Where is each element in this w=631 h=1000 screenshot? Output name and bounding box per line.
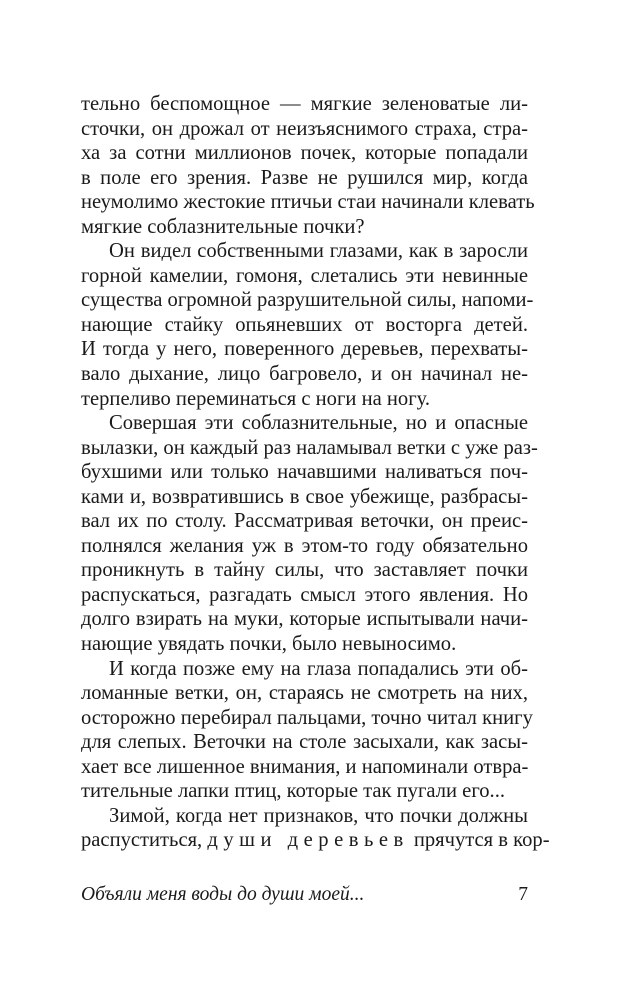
text-line: бухшими или только начавшими наливаться поч- [81,461,528,484]
text-line: терпеливо переминаться с ноги на ногу. [81,387,431,410]
text-line: в поле его зрения. Разве не рушился мир, когда [81,166,528,189]
text-line: полнялся желания уж в этом-то году обязательно [81,534,528,557]
text-line: вылазки, он каждый раз наламывал ветки с уже раз- [81,436,538,459]
text-line: тительные лапки птиц, которые так пугали его... [81,780,506,803]
text-segment: распуститься, [81,829,208,852]
text-line: горной камелии, гомоня, слетались эти невинные [81,264,528,287]
text-line: вал их по столу. Рассматривая веточки, он преис- [81,510,528,533]
paragraph [81,411,538,656]
paragraph [81,92,535,239]
text-line: нающие увядать почки, было невыносимо. [81,633,457,656]
page-number: 7 [518,884,528,905]
paragraph [81,239,534,411]
text-line: ками и, возвратившись в свое убежище, разбрасы- [81,485,528,508]
text-line: тельно беспомощное — мягкие зеленоватые ли- [81,93,528,115]
text-line: Зимой, когда нет признаков, что почки должны [109,804,528,827]
text-line: проникнуть в тайну силы, что заставляет почки [81,559,528,582]
text-line: Он видел собственными глазами, как в заросли [109,240,528,263]
text-segment: прячутся в кор- [408,829,550,852]
text-line: для слепых. Веточки на столе засыхали, как засы- [81,731,528,754]
text-line: мягкие соблазнительные почки? [81,215,365,238]
text-line: ломанные ветки, он, стараясь не смотреть на них, [81,682,528,705]
text-line: долго взирать на муки, которые испытывали начи- [81,608,528,631]
paragraph [81,804,550,853]
text-line: сточки, он дрожал от неизъяснимого страха, стра- [81,117,528,140]
text-line: хает все лишенное внимания, и напоминали отвра- [81,755,529,778]
text-line: вало дыхание, лицо багровело, и он начинал не- [81,363,528,386]
text-line: ха за сотни миллионов почек, которые попадали [81,142,528,165]
running-footer [81,884,528,910]
text-line: неумолимо жестокие птичьи стаи начинали клевать [81,191,535,214]
text-line [81,828,550,853]
book-title: Объяли меня воды до души моей... [81,884,365,905]
text-line: осторожно перебирал пальцами, точно читал книгу [81,706,533,729]
text-line: распускаться, разгадать смысл этого явления. Но [81,583,528,606]
text-line: существа огромной разрушительной силы, напоми- [81,289,534,312]
body-text [81,92,550,853]
text-line: нающие стайку опьяневших от восторга детей. [81,313,528,336]
text-line: И тогда у него, поверенного деревьев, перехваты- [81,338,528,361]
text-line: Совершая эти соблазнительные, но и опасные [109,412,528,435]
text-line: И когда позже ему на глаза попадались эти об- [109,657,528,680]
spaced-emphasis: души деревьев [207,829,409,852]
paragraph [81,657,533,804]
